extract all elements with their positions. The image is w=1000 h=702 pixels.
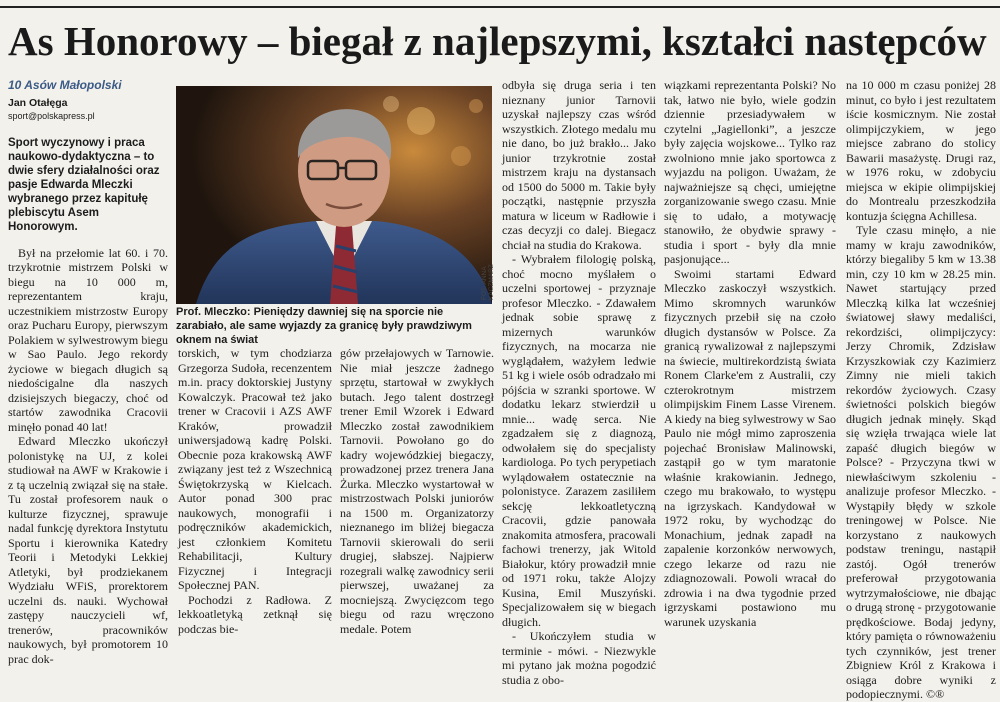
paragraph: - Ukończyłem studia w terminie - mówi. - Niezwykle mi pytano jak można pogodzić studia z obo- xyxy=(502,629,656,687)
paragraph: gów przełajowych w Tarnowie. Nie miał jeszcze żadnego sprzętu, startował w zwykłych butach. Jego talent dostrzegł trener Emil Wzorek i Edward Mleczko został zawodnikiem Tarnovii. Powołano go do kadry wojewódzkiej biegaczy, prowadzonej przez trenera Jana Żurka. Mleczko wystartował w mistrzostwach Polski juniorów na 1500 m. Organizatorzy nieznanego im bliżej biegacza Tarnovii skierowali do serii drugiej, słabszej. Najpierw rozegrali walkę zawodnicy serii pierwszej, uważanej za mocniejszą. Zwycięzcom tego biegu od razu wręczono medale. Potem xyxy=(340,346,494,636)
top-rule xyxy=(0,6,1000,8)
paragraph: Był na przełomie lat 60. i 70. trzykrotnie mistrzem Polski w biegu na 10 000 m, reprezentantem kraju, uczestnikiem mistrzostw Europy oraz Pucharu Europy, pierwszym Polakiem w sylwestrowym biegu w Sao Paulo. Jego rekordy życiowe w biegach długich są niedościgalne dla naszych dzisiejszych biegaczy, choć od startów zawodnika Cracovii minęło ponad 40 lat! xyxy=(8,245,168,434)
portrait-image xyxy=(176,86,495,304)
paragraph: torskich, w tym chodziarza Grzegorza Sudoła, recenzentem m.in. pracy doktorskiej Justyny Kowalczyk. Pracował też jako trener w Cracovii i AZS AWF Kraków, prowadził uniwersjadową kadrę Polski. Obecnie poza krakowską AWF związany jest też z Wszechnicą Świętokrzyską w Kielcach. Autor ponad 300 prac naukowych, monografii i podręczników akademickich, jest członkiem Komitetu Rehabilitacji, Kultury Fizycznej i Integracji Społecznej PAN. xyxy=(178,346,332,592)
paragraph: - Wybrałem filologię polską, choć mocno myślałem o uczelni sportowej - przyznaje profesor Mleczko. - Zdawałem jednak sobie sprawę z mizernych warunków fizycznych, na mocarza nie wyglądałem, ważyłem ledwie 51 kg i wiele osób odradzało mi pójścia w szranki sportowe. W dodatku lekarz stwierdził u mnie... wadę serca. Nie zgadzałem się z diagnozą, odwołałem się do specjalisty kardiologa. Po tych perypetiach wylądowałem ostatecznie na polonistyce. Zarazem zasiliłem sekcję lekkoatletyczną Cracovii, gdzie panowała znakomita atmosfera, pracowali fachowi trenerzy, jak Witold Białokur, który prowadził mnie od 1971 roku, także Alojzy Kusina, Emil Muszyński. Specjalizowałem się w biegach długich. xyxy=(502,252,656,629)
paragraph: wiązkami reprezentanta Polski? No tak, łatwo nie było, wiele godzin dziennie przesiadywałem w czytelni „Jagiellonki”, a jeszcze były zajęcia wojskowe... Tylko raz zwolniono mnie jako sportowca z wyjazdu na poligon. Uważam, że najważniejsze są chęci, umiejętne zorganizowanie swego czasu. Mnie się to udało, a motywację stanowiło, że obydwie sprawy - studia i sport - były dla mnie pasjonujące... xyxy=(664,78,836,266)
paragraph: Swoimi startami Edward Mleczko zaskoczył wszystkich. Mimo skromnych warunków fizycznych przebił się na czoło długich dystansów w Polsce. Za granicą rywalizował z najlepszymi na świecie, multirekordzistą świata Ronem Clarke'em z Australii, czy czterokrotnym mistrzem olimpijskim Finem Lasse Virenem. A kiedy na bieg sylwestrowy w Sao Paulo nie mógł mimo zaproszenia pojechać Bronisław Malinowski, zastąpił go w tym maratonie właśnie krakowianin. Jednego, czego mu brakowało, to występu na igrzyskach. Kandydował w 1972 roku, by wychodząc do Monachium, jednak zapadł na zapalenie korzonków nerwowych, czego lekarze od razu nie zdiagnozowali. Powoli wracał do zdrowia i na dwa tygodnie przed igrzyskami postawiono mu warunek uzyskania xyxy=(664,266,836,629)
article-lead: Sport wyczynowy i praca naukowo-dydaktyczna – to dwie sfery działalności oraz pasje Edwarda Mleczki wybranego przez kapitułę plebiscytu Asem Honorowym. xyxy=(8,136,160,233)
paragraph: na 10 000 m czasu poniżej 28 minut, co było i jest rezultatem iście kosmicznym. Nie został olimpijczykiem, w jego miejsce zabrano do stolicy Bawarii masażystę. Drugi raz, w 1976 roku, w zdobyciu miejsca w ekipie olimpijskiej do Montrealu przeszkodziła kontuzja ścięgna Achillesa. xyxy=(846,78,996,223)
paragraph: Tyle czasu minęło, a nie mamy w kraju zawodników, którzy biegaliby 5 km w 13.38 min, czy 10 km w 28.25 min. Nawet startujący przed Mleczką kilka lat wcześniej światowej sławy medaliści, rekordziści, olimpijczycy: Jerzy Chromik, Zdzisław Krzyszkowiak czy Kazimierz Zimny nie mieli takich rekordów życiowych. Czasy świetności polskich biegów długich jednak minęły. Skąd się wzięła trwająca wiele lat zapaść długich biegów w Polsce? - Przyczyna tkwi w niewłaściwym szkoleniu - analizuje profesor Mleczko. - Wystąpiły błędy w szkole treningowej w Polsce. Nie korzystano z naukowych podstaw treningu, nastąpił zastój. Ogół trenerów preferował przygotowania wytrzymałościowe, nie dbając o drugą stronę - przygotowanie prędkościowe. Bodaj jedyny, który pamięta o równoważeniu tych czynników, jest trener Zbigniew Król z Krakowa i osiąga dobre wyniki z podopiecznymi. ©® xyxy=(846,223,996,701)
author-email: sport@polskapress.pl xyxy=(8,110,95,121)
paragraph: Edward Mleczko ukończył polonistykę na UJ, z kolei studiował na AWF w Krakowie i z tą uczelnią związał się na stałe. Tu został profesorem nauk o kulturze fizycznej, sprawuje nadal funkcję dyrektora Instytutu Sportu i kierownika Katedry Teorii i Metodyki Lekkiej Atletyki, był prodziekanem Wydziału WFiS, prorektorem uczelni ds. nauki. Wychował zastępy nauczycieli wf, trenerów, pracowników naukowych, był promotorem 10 prac dok- xyxy=(8,434,168,666)
paragraph: odbyła się druga seria i ten nieznany junior Tarnovii uzyskał najlepszy czas wśród wszystkich. Złotego medalu mu nie dano, bo już brakło... Jako junior trzykrotnie został mistrzem kraju na dystansach od 1500 do 5000 m. Takie były początki, następnie przyszła matura w liceum w Radłowie i czas decyzji co dalej. Biegacz chciał na studia do Krakowa. xyxy=(502,78,656,252)
column-6 xyxy=(846,78,996,701)
article-photo xyxy=(176,86,495,304)
column-5 xyxy=(664,78,836,629)
article-headline: As Honorowy – biegał z najlepszymi, kształci następców xyxy=(8,18,987,64)
author-name: Jan Otałęga xyxy=(8,96,68,109)
paragraph: Pochodzi z Radłowa. Z lekkoatletyką zetknął się podczas bie- xyxy=(178,592,332,636)
photo-credit: FOT. ANNA KACZMARZ xyxy=(481,264,495,300)
section-label: 10 Asów Małopolski xyxy=(8,78,122,92)
column-1 xyxy=(8,78,168,666)
column-3 xyxy=(340,346,494,636)
column-2 xyxy=(178,346,332,636)
photo-caption: Prof. Mleczko: Pieniędzy dawniej się na sporcie nie zarabiało, ale same wyjazdy za granicę były prawdziwym oknem na świat xyxy=(176,306,472,346)
column-4 xyxy=(502,78,656,687)
